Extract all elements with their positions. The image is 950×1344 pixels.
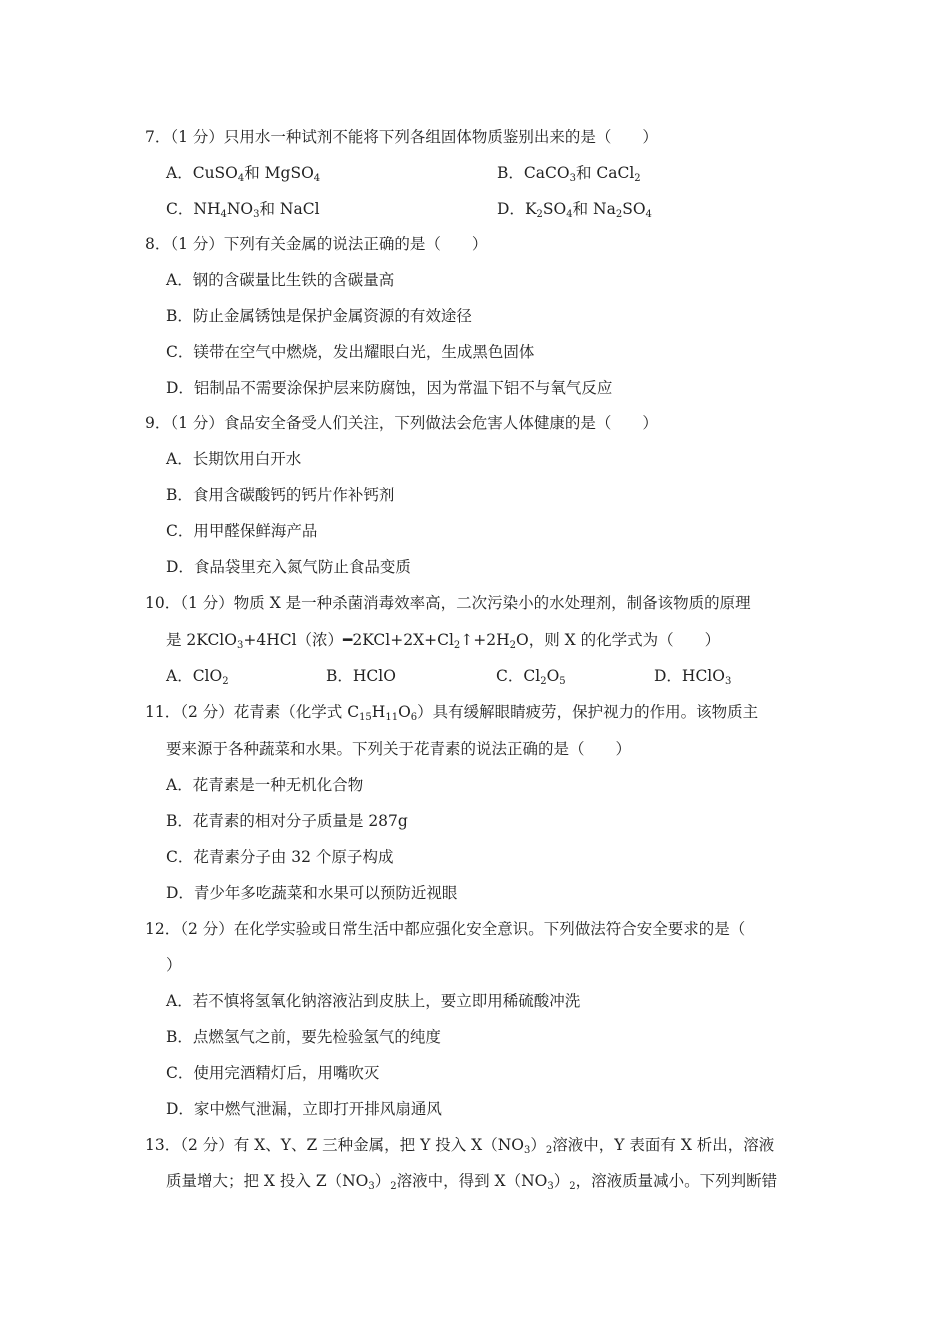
question-10-option-d: D．HClO$_3$ bbox=[654, 667, 732, 687]
question-11-option-a: A．花青素是一种无机化合物 bbox=[166, 776, 364, 794]
question-12-stem: 12．（2 分）在化学实验或日常生活中都应强化安全意识。下列做法符合安全要求的是（ bbox=[145, 920, 746, 938]
question-11-stem-continued: 要来源于各种蔬菜和水果。下列关于花青素的说法正确的是（ ） bbox=[166, 740, 632, 758]
question-10-option-c: C．$Cl_2O_5$ bbox=[496, 667, 566, 687]
question-7-option-a: A．CuSO$_4$和 MgSO$_4$ bbox=[166, 164, 321, 184]
question-13-stem-continued: 质量增大；把 X 投入 $Z(NO_3)_2$溶液中，得到 $X(NO_3)_2$，溶液质量减小。下列判断错 bbox=[166, 1172, 778, 1192]
question-12-option-d: D．家中燃气泄漏，立即打开排风扇通风 bbox=[166, 1100, 442, 1118]
question-9-option-d: D．食品袋里充入氮气防止食品变质 bbox=[166, 558, 411, 576]
question-7-option-b: B．CaCO$_3$和 CaCl$_2$ bbox=[497, 164, 641, 184]
question-11-option-c: C．花青素分子由 32 个原子构成 bbox=[166, 848, 394, 866]
question-10-stem-continued: 是 2KClO$_3$+4HCl（浓）$━2KCl+2X+Cl_2↑+2H_2O$，则 X 的化学式为（ ） bbox=[166, 631, 721, 651]
question-9-option-a: A．长期饮用白开水 bbox=[166, 450, 302, 468]
question-12-option-a: A．若不慎将氢氧化钠溶液沾到皮肤上，要立即用稀硫酸冲洗 bbox=[166, 992, 581, 1010]
question-8-stem: 8．（1 分）下列有关金属的说法正确的是（ ） bbox=[145, 235, 488, 253]
question-11-option-b: B．花青素的相对分子质量是 287g bbox=[166, 812, 408, 830]
question-7-option-d: D．$K_2SO_4$和 $Na_2SO_4$ bbox=[497, 200, 652, 220]
question-7-stem: 7．（1 分）只用水一种试剂不能将下列各组固体物质鉴别出来的是（ ） bbox=[145, 128, 658, 146]
question-10-option-a: A．ClO$_2$ bbox=[166, 667, 229, 687]
question-9-option-b: B．食用含碳酸钙的钙片作补钙剂 bbox=[166, 486, 395, 504]
question-13-stem: 13．（2 分）有 X、Y、Z 三种金属，把 Y 投入 $X(NO_3)_2$溶液中，Y 表面有 X 析出，溶液 bbox=[145, 1136, 775, 1156]
question-11-stem: 11．（2 分）花青素（化学式 $C_{15}H_{11}O_6$）具有缓解眼睛疲劳，保护视力的作用。该物质主 bbox=[145, 703, 759, 723]
question-10-stem: 10．（1 分）物质 X 是一种杀菌消毒效率高，二次污染小的水处理剂，制备该物质的原理 bbox=[145, 594, 751, 612]
question-9-stem: 9．（1 分）食品安全备受人们关注，下列做法会危害人体健康的是（ ） bbox=[145, 414, 658, 432]
question-8-option-b: B．防止金属锈蚀是保护金属资源的有效途径 bbox=[166, 307, 472, 325]
question-8-option-d: D．铝制品不需要涂保护层来防腐蚀，因为常温下铝不与氧气反应 bbox=[166, 379, 613, 397]
question-12-stem-continued: ） bbox=[166, 956, 182, 974]
question-12-option-b: B．点燃氢气之前，要先检验氢气的纯度 bbox=[166, 1028, 441, 1046]
question-11-option-d: D．青少年多吃蔬菜和水果可以预防近视眼 bbox=[166, 884, 458, 902]
question-7-option-c: C．$NH_4NO_3$和 NaCl bbox=[166, 200, 320, 220]
question-10-option-b: B．HClO bbox=[326, 667, 396, 685]
question-9-option-c: C．用甲醛保鲜海产品 bbox=[166, 522, 318, 540]
question-8-option-a: A．钢的含碳量比生铁的含碳量高 bbox=[166, 271, 395, 289]
question-8-option-c: C．镁带在空气中燃烧，发出耀眼白光，生成黑色固体 bbox=[166, 343, 535, 361]
question-12-option-c: C．使用完酒精灯后，用嘴吹灭 bbox=[166, 1064, 380, 1082]
